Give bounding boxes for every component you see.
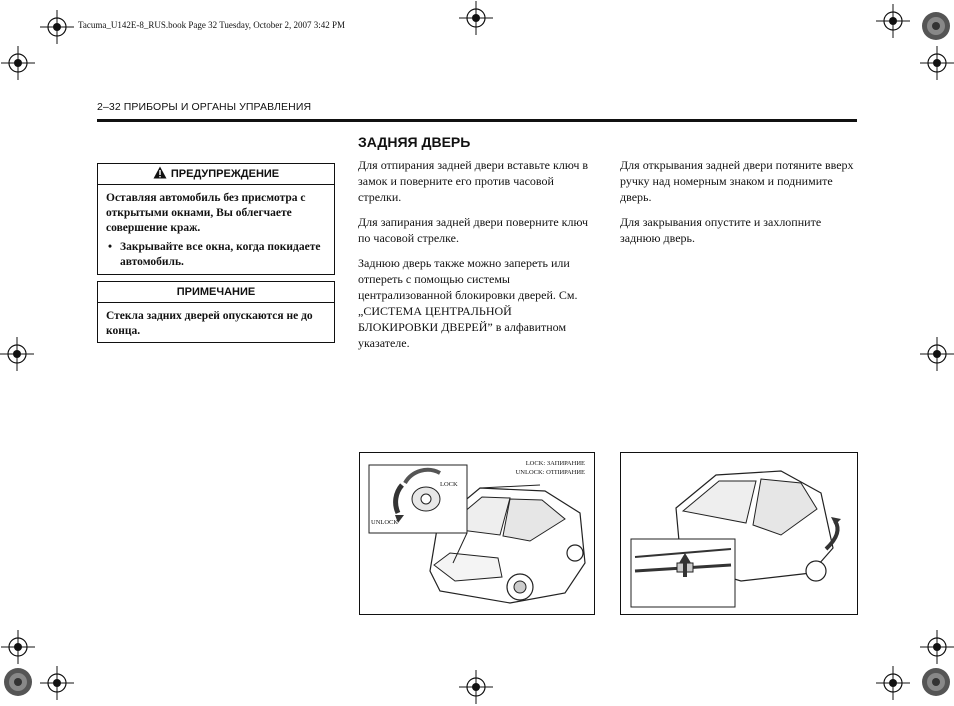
note-box xyxy=(97,281,335,343)
color-wheel-icon xyxy=(920,10,952,42)
paragraph: Для открывания задней двери потяните вверх ручку над номерным знаком и поднимите дверь. xyxy=(620,158,854,204)
label-lock: LOCK xyxy=(440,481,458,488)
registration-mark-icon xyxy=(40,666,74,700)
registration-mark-icon xyxy=(1,630,35,664)
note-header: ПРИМЕЧАНИЕ xyxy=(98,282,334,303)
paragraph: Для закрывания опустите и захлопните заднюю дверь. xyxy=(620,215,822,245)
color-wheel-icon xyxy=(920,666,952,698)
registration-mark-icon xyxy=(876,666,910,700)
paragraph: Для запирания задней двери поверните ключ по часовой стрелке. xyxy=(358,215,589,245)
registration-mark-icon xyxy=(459,670,493,704)
section-title: ЗАДНЯЯ ДВЕРЬ xyxy=(358,134,471,150)
warning-header-label: ПРЕДУПРЕЖДЕНИЕ xyxy=(170,168,280,180)
file-header: Tacuma_U142E-8_RUS.book Page 32 Tuesday, October 2, 2007 3:42 PM xyxy=(78,20,346,30)
figure-tailgate-open xyxy=(620,452,858,615)
right-column xyxy=(620,157,858,255)
running-head: 2–32 ПРИБОРЫ И ОРГАНЫ УПРАВЛЕНИЯ xyxy=(97,101,312,113)
car-tailgate-illustration xyxy=(621,453,857,614)
registration-mark-icon xyxy=(920,337,954,371)
middle-column xyxy=(358,157,590,360)
paragraph: Для отпирания задней двери вставьте ключ в замок и поверните его против часовой стрелки. xyxy=(358,158,589,204)
legend-unlock: UNLOCK: ОТПИРАНИЕ xyxy=(515,469,585,476)
registration-mark-icon xyxy=(0,337,34,371)
registration-mark-icon xyxy=(920,630,954,664)
paragraph: Заднюю дверь также можно запереть или отпереть с помощью системы централизованной блокировки дверей. См. „СИСТЕМА ЦЕНТРАЛЬНОЙ БЛОКИРОВКИ ДВЕРЕЙ” в алфавитном указателе. xyxy=(358,256,578,350)
registration-mark-icon xyxy=(920,46,954,80)
registration-mark-icon xyxy=(459,1,493,35)
figure-key-lock xyxy=(359,452,595,615)
registration-mark-icon xyxy=(876,4,910,38)
car-rear-illustration xyxy=(360,453,594,614)
warning-text: Оставляя автомобиль без присмотра с открытыми окнами, Вы облегчаете совершение краж. xyxy=(106,192,306,234)
header-rule xyxy=(97,119,857,122)
warning-bullet: • Закрывайте все окна, когда покидаете автомобиль. xyxy=(120,240,326,270)
warning-box xyxy=(97,163,335,275)
label-unlock: UNLOCK xyxy=(371,519,399,526)
legend-lock: LOCK: ЗАПИРАНИЕ xyxy=(525,460,585,467)
registration-mark-icon xyxy=(40,10,74,44)
warning-header xyxy=(98,164,334,185)
color-wheel-icon xyxy=(2,666,34,698)
note-text: Стекла задних дверей опускаются не до конца. xyxy=(106,310,313,337)
registration-mark-icon xyxy=(1,46,35,80)
warning-triangle-icon xyxy=(153,166,167,179)
